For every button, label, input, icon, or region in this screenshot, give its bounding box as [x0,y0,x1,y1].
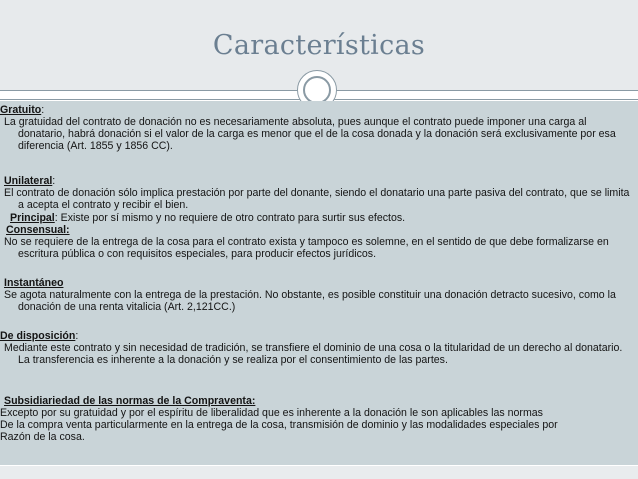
section-text: Se agota naturalmente con la entrega de la prestación. No obstante, es posible constituir una donación detracto sucesivo, como la donación de una renta vitalicia (Art. 2,121CC.) [4,289,616,313]
section-line: De la compra venta particularmente en la entrega de la cosa, transmisión de dominio y las modalidades especiales por [0,419,558,431]
section-heading: Consensual: [6,224,70,236]
section-heading: Gratuito [0,104,42,116]
ring-ornament-inner [303,76,331,104]
section-text: El contrato de donación sólo implica prestación por parte del donante, siendo el donatario una parte pasiva del contrato, que se limita a acepta el contrato y recibir el bien. [4,187,630,211]
section-heading: Subsidiariedad de las normas de la Compraventa: [4,395,256,407]
section-heading: De disposición [0,330,76,342]
heading-suffix: : Existe por sí mismo y no requiere de otro contrato para surtir sus efectos. [54,212,406,224]
content-panel [0,101,638,465]
section-disposicion [0,330,634,366]
section-text: La gratuidad del contrato de donación no es necesariamente absoluta, pues aunque el contrato puede imponer una carga al donatario, habrá donación si el valor de la carga es menor que el de la cosa donada y la donación será exclusivamente por esa diferencia (Art. 1855 y 1856 CC). [4,116,616,152]
section-heading: Unilateral [4,175,53,187]
section-principal [0,212,634,224]
section-instantaneo [0,277,634,313]
section-text: No se requiere de la entrega de la cosa para el contrato exista y tampoco es solemne, en el sentido de que debe formalizarse en escritura pública o con requisitos especiales, para producir efectos jurídicos. [4,236,609,260]
section-subsidiariedad [0,395,634,443]
heading-suffix: : [75,330,79,342]
section-text: Mediante este contrato y sin necesidad de tradición, se transfiere el dominio de una cosa o la titularidad de un derecho al donatario. La transferencia es inherente a la donación y se realiza por el consentimiento de las partes. [4,342,623,366]
heading-suffix: : [41,104,45,116]
section-consensual [0,224,634,260]
section-heading: Instantáneo [4,277,64,289]
section-line: Excepto por su gratuidad y por el espíritu de liberalidad que es inherente a la donación le son aplicables las normas [0,407,543,419]
section-gratuito [0,104,634,152]
section-unilateral [0,175,634,211]
slide-title: Características [212,30,426,61]
section-line: Razón de la cosa. [0,431,85,443]
heading-suffix: : [52,175,56,187]
footer-band [0,466,638,479]
section-heading: Principal [10,212,55,224]
